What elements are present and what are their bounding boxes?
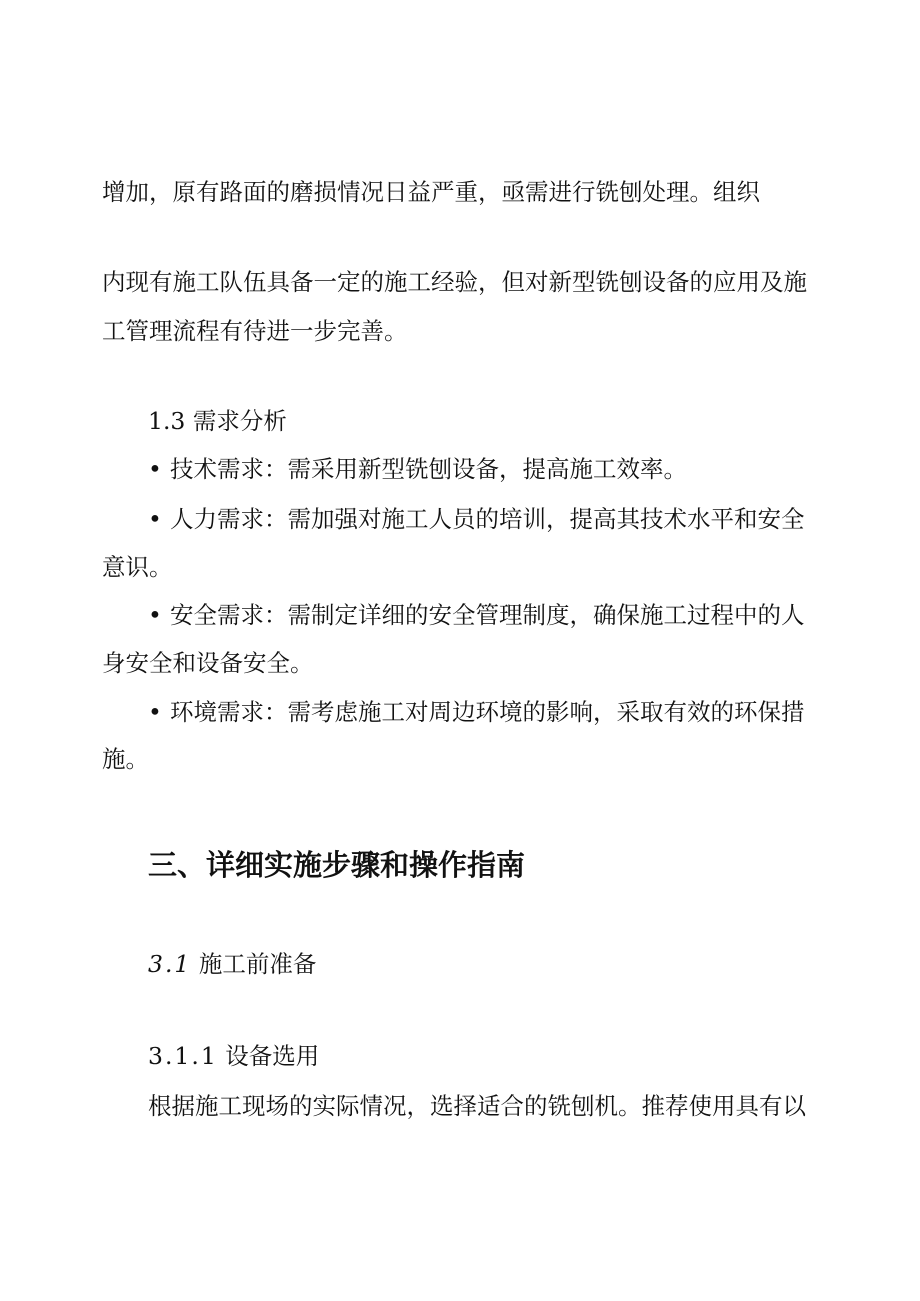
list-item-text: 环境需求：需考虑施工对周边环境的影响，采取有效的环保措 [170, 698, 805, 726]
list-item-text: 人力需求：需加强对施工人员的培训，提高其技术水平和安全 [170, 505, 805, 533]
section-title: 施工前准备 [198, 950, 317, 978]
list-item-text: 安全需求：需制定详细的安全管理制度，确保施工过程中的人 [170, 601, 805, 629]
paragraph-line: 根据施工现场的实际情况，选择适合的铣刨机。推荐使用具有以 [148, 1092, 806, 1120]
paragraph-line: 工管理流程有待进一步完善。 [102, 317, 408, 345]
bullet-icon: • [148, 698, 162, 726]
paragraph-line: 内现有施工队伍具备一定的施工经验，但对新型铣刨设备的应用及施 [102, 268, 807, 296]
section-number: 1.3 [148, 407, 186, 435]
section-title: 设备选用 [225, 1042, 320, 1070]
section-heading-3-1-1 [148, 1040, 319, 1072]
chapter-heading: 三、详细实施步骤和操作指南 [148, 848, 526, 882]
section-number: 3.1 [148, 950, 192, 978]
bullet-icon: • [148, 455, 162, 483]
list-item [148, 453, 687, 485]
bullet-icon: • [148, 505, 162, 533]
bullet-icon: • [148, 601, 162, 629]
list-item-continuation: 施。 [102, 745, 149, 773]
section-heading-3-1 [148, 948, 316, 980]
paragraph-line: 增加，原有路面的磨损情况日益严重，亟需进行铣刨处理。组织 [102, 178, 760, 206]
list-item-text: 技术需求：需采用新型铣刨设备，提高施工效率。 [170, 455, 687, 483]
list-item-continuation: 意识。 [102, 553, 173, 581]
list-item [148, 503, 805, 535]
section-heading-1-3 [148, 405, 287, 437]
section-title: 需求分析 [192, 407, 287, 435]
list-item [148, 696, 805, 728]
list-item [148, 599, 805, 631]
section-number: 3.1.1 [148, 1042, 218, 1070]
list-item-continuation: 身安全和设备安全。 [102, 649, 314, 677]
